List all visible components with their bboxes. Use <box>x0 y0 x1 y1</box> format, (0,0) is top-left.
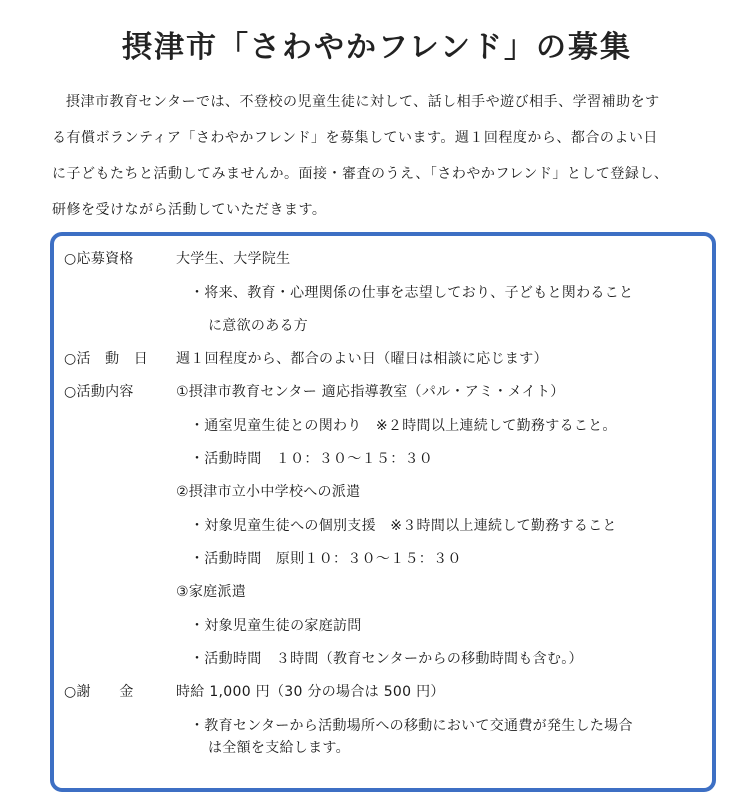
activity-item3-title-row <box>0 577 754 607</box>
activity-day-value: 週１回程度から、都合のよい日（曜日は相談に応じます） <box>176 351 548 367</box>
qualification-note-line2: に意欲のある方 <box>208 318 309 334</box>
activity-content-row <box>0 377 754 407</box>
activity-content-label: ○活動内容 <box>64 384 134 400</box>
activity-item3-time-row <box>0 644 754 674</box>
activity-item2-title: ②摂津市立小中学校への派遣 <box>176 484 361 500</box>
activity-item2-time-row <box>0 544 754 574</box>
qualification-note-row-2 <box>0 311 754 341</box>
activity-item3-detail: ・対象児童生徒の家庭訪問 <box>190 618 362 634</box>
activity-item1-title: ①摂津市教育センター 適応指導教室（パル・アミ・メイト） <box>176 384 565 400</box>
activity-item1-detail-row <box>0 411 754 441</box>
activity-item2-time: ・活動時間 原則１０：３０～１５：３０ <box>190 551 462 567</box>
activity-day-row <box>0 344 754 374</box>
activity-item3-detail-row <box>0 611 754 641</box>
intro-line: 摂津市教育センターでは、不登校の児童生徒に対して、話し相手や遊び相手、学習補助をす <box>66 94 660 110</box>
activity-item1-time-row <box>0 444 754 474</box>
reward-label: ○謝 金 <box>64 684 134 700</box>
qualification-note-line1: ・将来、教育・心理関係の仕事を志望しており、子どもと関わること <box>190 285 634 301</box>
qualification-note-row <box>0 278 754 308</box>
qualification-value: 大学生、大学院生 <box>176 251 291 267</box>
activity-item1-detail: ・通室児童生徒との関わり ※２時間以上連続して勤務すること。 <box>190 418 617 434</box>
page-title: 摂津市「さわやかフレンド」の募集 <box>121 30 633 65</box>
intro-line: に子どもたちと活動してみませんか。面接・審査のうえ、「さわやかフレンド」として登録し、 <box>52 166 669 182</box>
intro-paragraph <box>52 88 728 232</box>
activity-day-label: ○活 動 日 <box>64 351 149 367</box>
activity-item3-title: ③家庭派遣 <box>176 584 247 600</box>
reward-value: 時給 1,000 円（30 分の場合は 500 円） <box>176 684 445 700</box>
activity-item2-title-row <box>0 477 754 507</box>
activity-item2-detail-row <box>0 511 754 541</box>
reward-note-row-2 <box>0 733 754 763</box>
intro-line: 研修を受けながら活動していただきます。 <box>52 202 327 218</box>
reward-note-line2: は全額を支給します。 <box>208 740 350 756</box>
activity-item2-detail: ・対象児童生徒への個別支援 ※３時間以上連続して勤務すること <box>190 518 617 534</box>
qualification-label: ○応募資格 <box>64 251 134 267</box>
intro-line: る有償ボランティア「さわやかフレンド」を募集しています。週１回程度から、都合のよい日 <box>52 130 658 146</box>
reward-note-line1: ・教育センターから活動場所への移動において交通費が発生した場合 <box>190 718 633 734</box>
activity-item3-time: ・活動時間 ３時間（教育センターからの移動時間も含む。） <box>190 651 583 667</box>
reward-row <box>0 677 754 707</box>
qualification-row <box>0 244 754 274</box>
activity-item1-time: ・活動時間 １０：３０～１５：３０ <box>190 451 434 467</box>
